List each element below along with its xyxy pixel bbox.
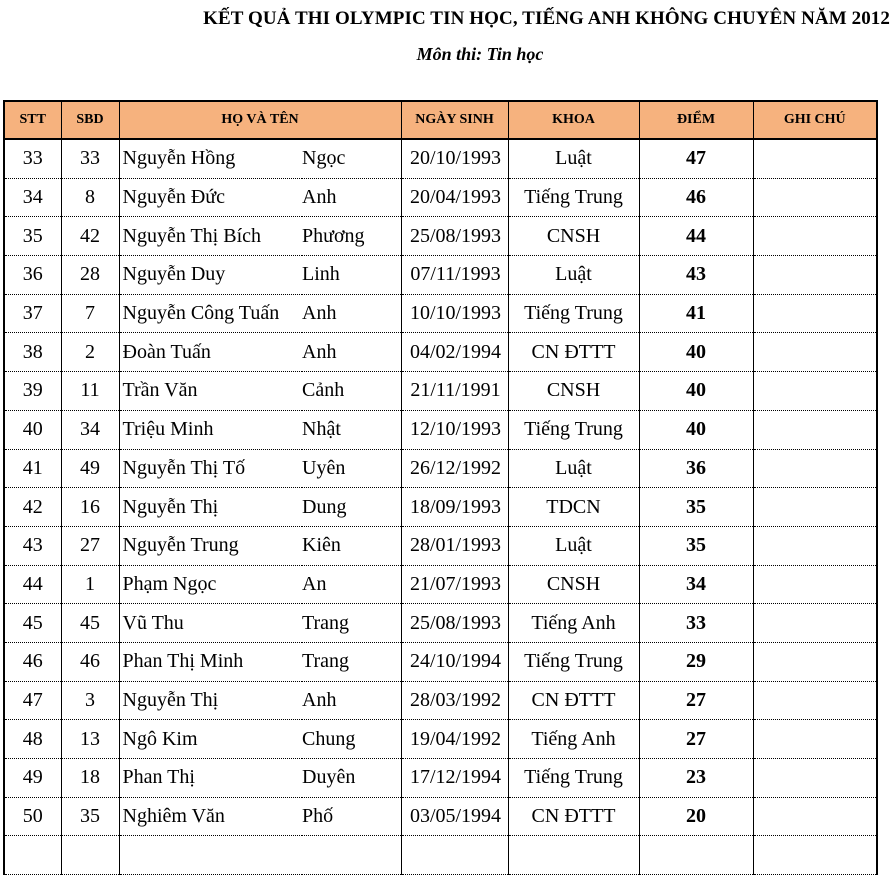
cell-score: 27 bbox=[639, 681, 753, 720]
cell-note bbox=[753, 797, 877, 836]
cell-given-name: Anh bbox=[302, 333, 401, 372]
cell-surname: Vũ Thu bbox=[119, 604, 302, 643]
cell-note bbox=[753, 565, 877, 604]
cell-sbd: 8 bbox=[61, 178, 119, 217]
cell-date-of-birth: 20/10/1993 bbox=[401, 139, 508, 178]
cell-note bbox=[753, 488, 877, 527]
cell-faculty: Luật bbox=[508, 139, 639, 178]
cell-note bbox=[753, 217, 877, 256]
cell-given-name: Anh bbox=[302, 178, 401, 217]
cell-faculty: CNSH bbox=[508, 372, 639, 411]
cell-note bbox=[753, 836, 877, 875]
cell-sbd: 13 bbox=[61, 720, 119, 759]
cell-date-of-birth bbox=[401, 836, 508, 875]
cell-surname: Phan Thị Minh bbox=[119, 642, 302, 681]
cell-faculty: Luật bbox=[508, 256, 639, 295]
cell-stt: 34 bbox=[4, 178, 61, 217]
cell-faculty: CN ĐTTT bbox=[508, 797, 639, 836]
cell-stt: 47 bbox=[4, 681, 61, 720]
cell-score: 29 bbox=[639, 642, 753, 681]
table-row bbox=[4, 488, 877, 527]
cell-faculty: Luật bbox=[508, 526, 639, 565]
cell-score: 20 bbox=[639, 797, 753, 836]
results-table-container bbox=[3, 100, 876, 875]
cell-stt: 36 bbox=[4, 256, 61, 295]
cell-given-name: An bbox=[302, 565, 401, 604]
cell-surname: Nghiêm Văn bbox=[119, 797, 302, 836]
cell-sbd: 11 bbox=[61, 372, 119, 411]
table-row bbox=[4, 256, 877, 295]
cell-sbd: 3 bbox=[61, 681, 119, 720]
cell-stt: 42 bbox=[4, 488, 61, 527]
table-row bbox=[4, 217, 877, 256]
cell-sbd: 28 bbox=[61, 256, 119, 295]
cell-sbd: 18 bbox=[61, 759, 119, 798]
cell-date-of-birth: 28/03/1992 bbox=[401, 681, 508, 720]
cell-note bbox=[753, 410, 877, 449]
cell-faculty: TDCN bbox=[508, 488, 639, 527]
cell-surname: Ngô Kim bbox=[119, 720, 302, 759]
cell-faculty: Tiếng Trung bbox=[508, 759, 639, 798]
cell-note bbox=[753, 681, 877, 720]
cell-date-of-birth: 10/10/1993 bbox=[401, 294, 508, 333]
cell-note bbox=[753, 604, 877, 643]
cell-faculty: Tiếng Trung bbox=[508, 178, 639, 217]
table-row bbox=[4, 836, 877, 875]
cell-stt: 33 bbox=[4, 139, 61, 178]
cell-given-name bbox=[302, 836, 401, 875]
header-dob: NGÀY SINH bbox=[401, 101, 508, 139]
document-subtitle: Môn thi: Tin học bbox=[416, 44, 544, 64]
cell-date-of-birth: 04/02/1994 bbox=[401, 333, 508, 372]
cell-date-of-birth: 21/11/1991 bbox=[401, 372, 508, 411]
cell-faculty: Tiếng Trung bbox=[508, 642, 639, 681]
cell-date-of-birth: 25/08/1993 bbox=[401, 604, 508, 643]
cell-score: 36 bbox=[639, 449, 753, 488]
cell-faculty: Tiếng Anh bbox=[508, 604, 639, 643]
cell-given-name: Dung bbox=[302, 488, 401, 527]
cell-surname: Nguyễn Duy bbox=[119, 256, 302, 295]
cell-stt: 41 bbox=[4, 449, 61, 488]
cell-note bbox=[753, 256, 877, 295]
cell-stt: 38 bbox=[4, 333, 61, 372]
cell-score: 35 bbox=[639, 488, 753, 527]
cell-stt: 49 bbox=[4, 759, 61, 798]
table-row bbox=[4, 720, 877, 759]
cell-given-name: Linh bbox=[302, 256, 401, 295]
cell-stt: 44 bbox=[4, 565, 61, 604]
cell-given-name: Trang bbox=[302, 642, 401, 681]
cell-score: 44 bbox=[639, 217, 753, 256]
table-row bbox=[4, 449, 877, 488]
cell-note bbox=[753, 178, 877, 217]
cell-sbd bbox=[61, 836, 119, 875]
cell-surname bbox=[119, 836, 302, 875]
table-row bbox=[4, 565, 877, 604]
table-row bbox=[4, 178, 877, 217]
cell-faculty: Tiếng Anh bbox=[508, 720, 639, 759]
cell-sbd: 1 bbox=[61, 565, 119, 604]
cell-surname: Nguyễn Thị bbox=[119, 488, 302, 527]
cell-given-name: Anh bbox=[302, 294, 401, 333]
table-row bbox=[4, 642, 877, 681]
table-row bbox=[4, 604, 877, 643]
table-row bbox=[4, 294, 877, 333]
cell-stt: 43 bbox=[4, 526, 61, 565]
cell-stt: 37 bbox=[4, 294, 61, 333]
cell-stt: 50 bbox=[4, 797, 61, 836]
cell-score: 40 bbox=[639, 410, 753, 449]
header-name: HỌ VÀ TÊN bbox=[119, 101, 401, 139]
cell-note bbox=[753, 333, 877, 372]
cell-score: 27 bbox=[639, 720, 753, 759]
cell-surname: Triệu Minh bbox=[119, 410, 302, 449]
cell-sbd: 35 bbox=[61, 797, 119, 836]
cell-surname: Nguyễn Hồng bbox=[119, 139, 302, 178]
cell-score: 46 bbox=[639, 178, 753, 217]
cell-sbd: 7 bbox=[61, 294, 119, 333]
cell-date-of-birth: 12/10/1993 bbox=[401, 410, 508, 449]
cell-note bbox=[753, 294, 877, 333]
cell-date-of-birth: 28/01/1993 bbox=[401, 526, 508, 565]
cell-sbd: 42 bbox=[61, 217, 119, 256]
table-row bbox=[4, 372, 877, 411]
cell-note bbox=[753, 372, 877, 411]
cell-note bbox=[753, 759, 877, 798]
cell-score: 33 bbox=[639, 604, 753, 643]
cell-date-of-birth: 03/05/1994 bbox=[401, 797, 508, 836]
cell-stt bbox=[4, 836, 61, 875]
cell-faculty: CNSH bbox=[508, 565, 639, 604]
cell-stt: 46 bbox=[4, 642, 61, 681]
cell-surname: Nguyễn Thị Bích bbox=[119, 217, 302, 256]
cell-given-name: Ngọc bbox=[302, 139, 401, 178]
header-stt: STT bbox=[4, 101, 61, 139]
header-score: ĐIỂM bbox=[639, 101, 753, 139]
table-row bbox=[4, 139, 877, 178]
header-note: GHI CHÚ bbox=[753, 101, 877, 139]
cell-surname: Nguyễn Đức bbox=[119, 178, 302, 217]
cell-surname: Nguyễn Trung bbox=[119, 526, 302, 565]
cell-sbd: 33 bbox=[61, 139, 119, 178]
cell-given-name: Phương bbox=[302, 217, 401, 256]
cell-faculty: CNSH bbox=[508, 217, 639, 256]
cell-date-of-birth: 19/04/1992 bbox=[401, 720, 508, 759]
cell-note bbox=[753, 526, 877, 565]
cell-stt: 35 bbox=[4, 217, 61, 256]
cell-given-name: Uyên bbox=[302, 449, 401, 488]
cell-surname: Đoàn Tuấn bbox=[119, 333, 302, 372]
cell-score: 34 bbox=[639, 565, 753, 604]
table-body bbox=[4, 139, 877, 875]
cell-score bbox=[639, 836, 753, 875]
cell-note bbox=[753, 139, 877, 178]
cell-given-name: Chung bbox=[302, 720, 401, 759]
cell-stt: 48 bbox=[4, 720, 61, 759]
table-row bbox=[4, 410, 877, 449]
cell-stt: 40 bbox=[4, 410, 61, 449]
cell-date-of-birth: 26/12/1992 bbox=[401, 449, 508, 488]
cell-surname: Trần Văn bbox=[119, 372, 302, 411]
cell-score: 43 bbox=[639, 256, 753, 295]
cell-note bbox=[753, 449, 877, 488]
cell-score: 35 bbox=[639, 526, 753, 565]
cell-surname: Nguyễn Công Tuấn bbox=[119, 294, 302, 333]
cell-score: 40 bbox=[639, 372, 753, 411]
cell-score: 40 bbox=[639, 333, 753, 372]
cell-given-name: Nhật bbox=[302, 410, 401, 449]
cell-given-name: Trang bbox=[302, 604, 401, 643]
table-row bbox=[4, 797, 877, 836]
cell-score: 41 bbox=[639, 294, 753, 333]
cell-score: 23 bbox=[639, 759, 753, 798]
cell-note bbox=[753, 720, 877, 759]
cell-date-of-birth: 24/10/1994 bbox=[401, 642, 508, 681]
cell-sbd: 16 bbox=[61, 488, 119, 527]
cell-surname: Nguyễn Thị Tố bbox=[119, 449, 302, 488]
cell-date-of-birth: 07/11/1993 bbox=[401, 256, 508, 295]
cell-stt: 39 bbox=[4, 372, 61, 411]
cell-faculty bbox=[508, 836, 639, 875]
cell-date-of-birth: 21/07/1993 bbox=[401, 565, 508, 604]
cell-surname: Nguyễn Thị bbox=[119, 681, 302, 720]
cell-sbd: 27 bbox=[61, 526, 119, 565]
cell-surname: Phan Thị bbox=[119, 759, 302, 798]
header-sbd: SBD bbox=[61, 101, 119, 139]
cell-sbd: 49 bbox=[61, 449, 119, 488]
cell-score: 47 bbox=[639, 139, 753, 178]
cell-given-name: Duyên bbox=[302, 759, 401, 798]
cell-date-of-birth: 17/12/1994 bbox=[401, 759, 508, 798]
cell-faculty: Tiếng Trung bbox=[508, 294, 639, 333]
table-row bbox=[4, 526, 877, 565]
cell-faculty: CN ĐTTT bbox=[508, 333, 639, 372]
cell-surname: Phạm Ngọc bbox=[119, 565, 302, 604]
cell-date-of-birth: 20/04/1993 bbox=[401, 178, 508, 217]
cell-faculty: CN ĐTTT bbox=[508, 681, 639, 720]
cell-note bbox=[753, 642, 877, 681]
cell-given-name: Kiên bbox=[302, 526, 401, 565]
results-table bbox=[3, 100, 878, 875]
cell-sbd: 45 bbox=[61, 604, 119, 643]
cell-given-name: Phố bbox=[302, 797, 401, 836]
table-row bbox=[4, 333, 877, 372]
table-header-row bbox=[4, 101, 877, 139]
cell-stt: 45 bbox=[4, 604, 61, 643]
cell-faculty: Luật bbox=[508, 449, 639, 488]
cell-given-name: Cảnh bbox=[302, 372, 401, 411]
cell-sbd: 2 bbox=[61, 333, 119, 372]
cell-date-of-birth: 25/08/1993 bbox=[401, 217, 508, 256]
cell-faculty: Tiếng Trung bbox=[508, 410, 639, 449]
header-faculty: KHOA bbox=[508, 101, 639, 139]
cell-sbd: 46 bbox=[61, 642, 119, 681]
cell-sbd: 34 bbox=[61, 410, 119, 449]
cell-given-name: Anh bbox=[302, 681, 401, 720]
document-title: KẾT QUẢ THI OLYMPIC TIN HỌC, TIẾNG ANH KHÔNG CHUYÊN NĂM 2012 bbox=[203, 8, 890, 29]
table-row bbox=[4, 681, 877, 720]
table-row bbox=[4, 759, 877, 798]
cell-date-of-birth: 18/09/1993 bbox=[401, 488, 508, 527]
